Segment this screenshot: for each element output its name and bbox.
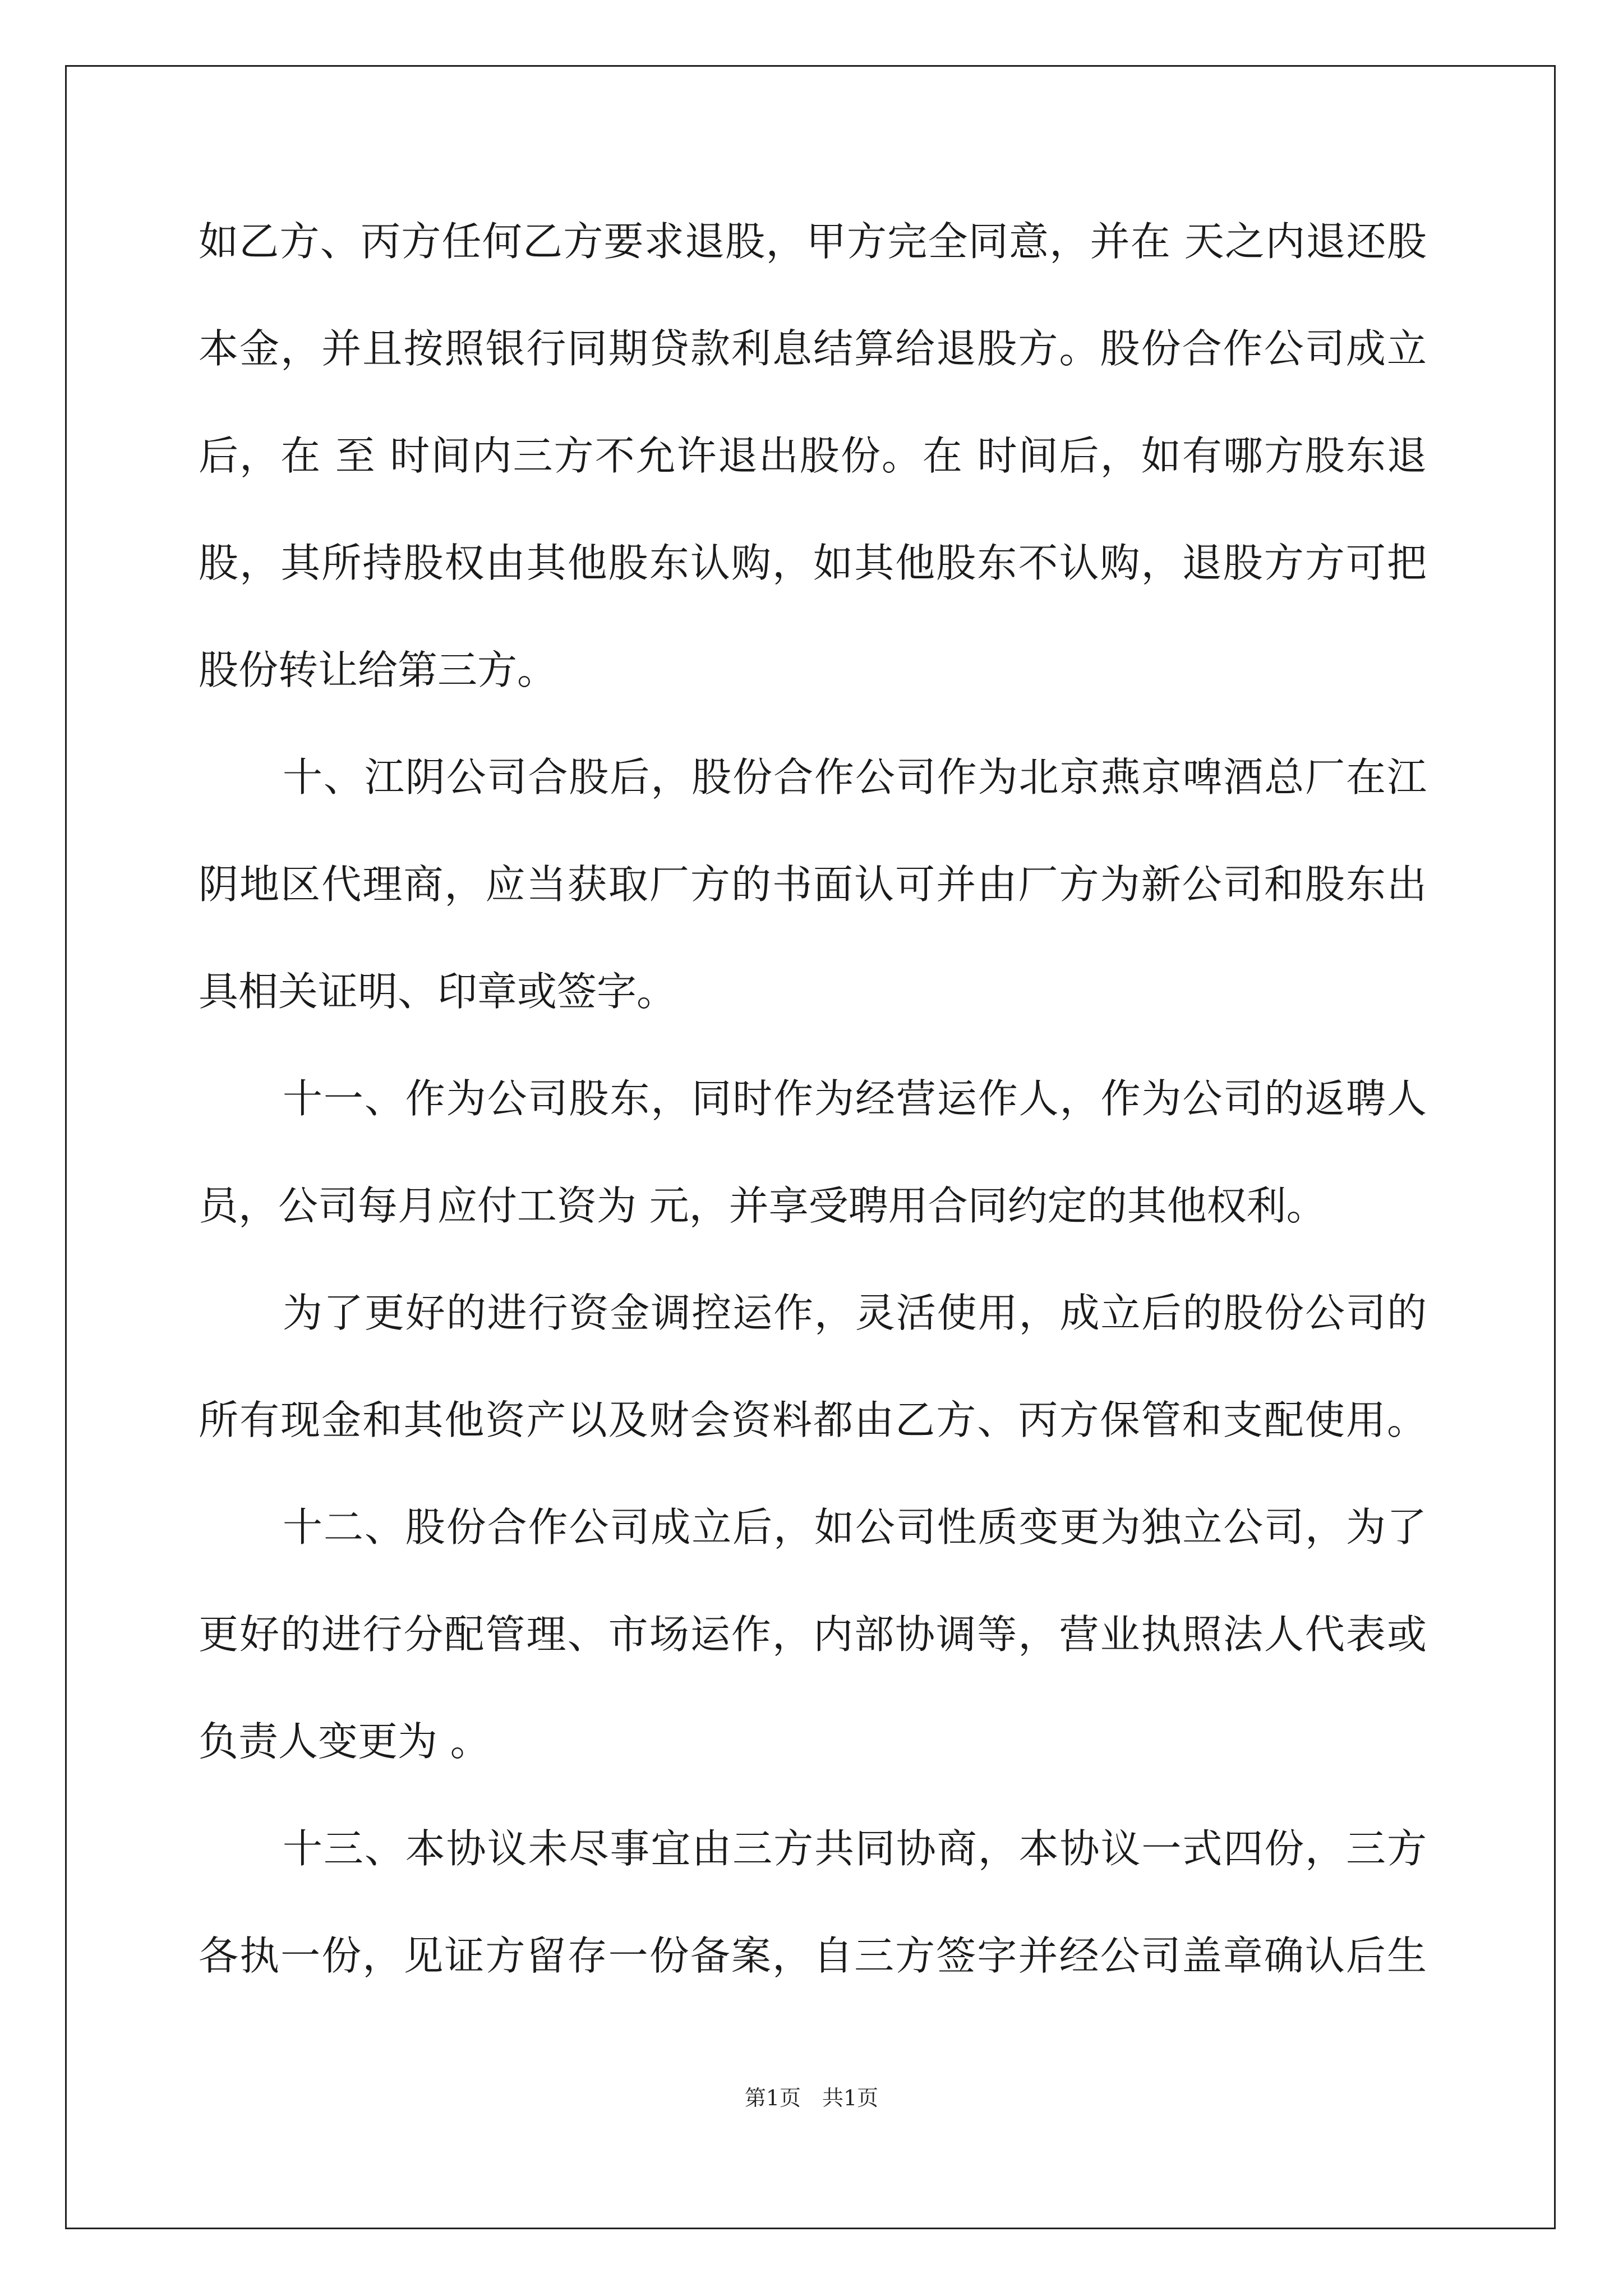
text-line: 后，在 至 时间内三方不允许退出股份。在 时间后，如有哪方股东退 xyxy=(199,432,1427,479)
clause-13-line: 十三、本协议未尽事宜由三方共同协商，本协议一式四份，三方 xyxy=(283,1825,1427,1872)
text-line: 股，其所持股权由其他股东认购，如其他股东不认购，退股方方可把 xyxy=(199,540,1427,586)
clause-12-line: 十二、股份合作公司成立后，如公司性质变更为独立公司，为了 xyxy=(283,1504,1427,1550)
page-number: 第1页 共1页 xyxy=(744,2086,879,2110)
text-line: 所有现金和其他资产以及财会资料都由乙方、丙方保管和支配使用。 xyxy=(199,1397,1427,1443)
text-line: 负责人变更为 。 xyxy=(199,1718,490,1765)
text-line: 员，公司每月应付工资为 元，并享受聘用合同约定的其他权利。 xyxy=(199,1182,1326,1229)
text-line: 本金，并且按照银行同期贷款利息结算给退股方。股份合作公司成立 xyxy=(199,325,1427,372)
text-line: 更好的进行分配管理、市场运作，内部协调等，营业执照法人代表或 xyxy=(199,1611,1427,1658)
document-body xyxy=(199,214,1427,2036)
clause-10-line: 十、江阴公司合股后，股份合作公司作为北京燕京啤酒总厂在江 xyxy=(283,754,1427,800)
text-line: 如乙方、丙方任何乙方要求退股，甲方完全同意，并在 天之内退还股 xyxy=(199,218,1427,265)
text-line: 具相关证明、印章或签字。 xyxy=(199,968,677,1015)
text-line: 股份转让给第三方。 xyxy=(199,647,557,693)
clause-11-line: 十一、作为公司股东，同时作为经营运作人，作为公司的返聘人 xyxy=(283,1075,1427,1122)
paragraph-line: 为了更好的进行资金调控运作，灵活使用，成立后的股份公司的 xyxy=(283,1290,1427,1336)
text-line: 阴地区代理商，应当获取厂方的书面认可并由厂方为新公司和股东出 xyxy=(199,861,1427,908)
text-line: 各执一份，见证方留存一份备案，自三方签字并经公司盖章确认后生 xyxy=(199,1932,1427,1979)
